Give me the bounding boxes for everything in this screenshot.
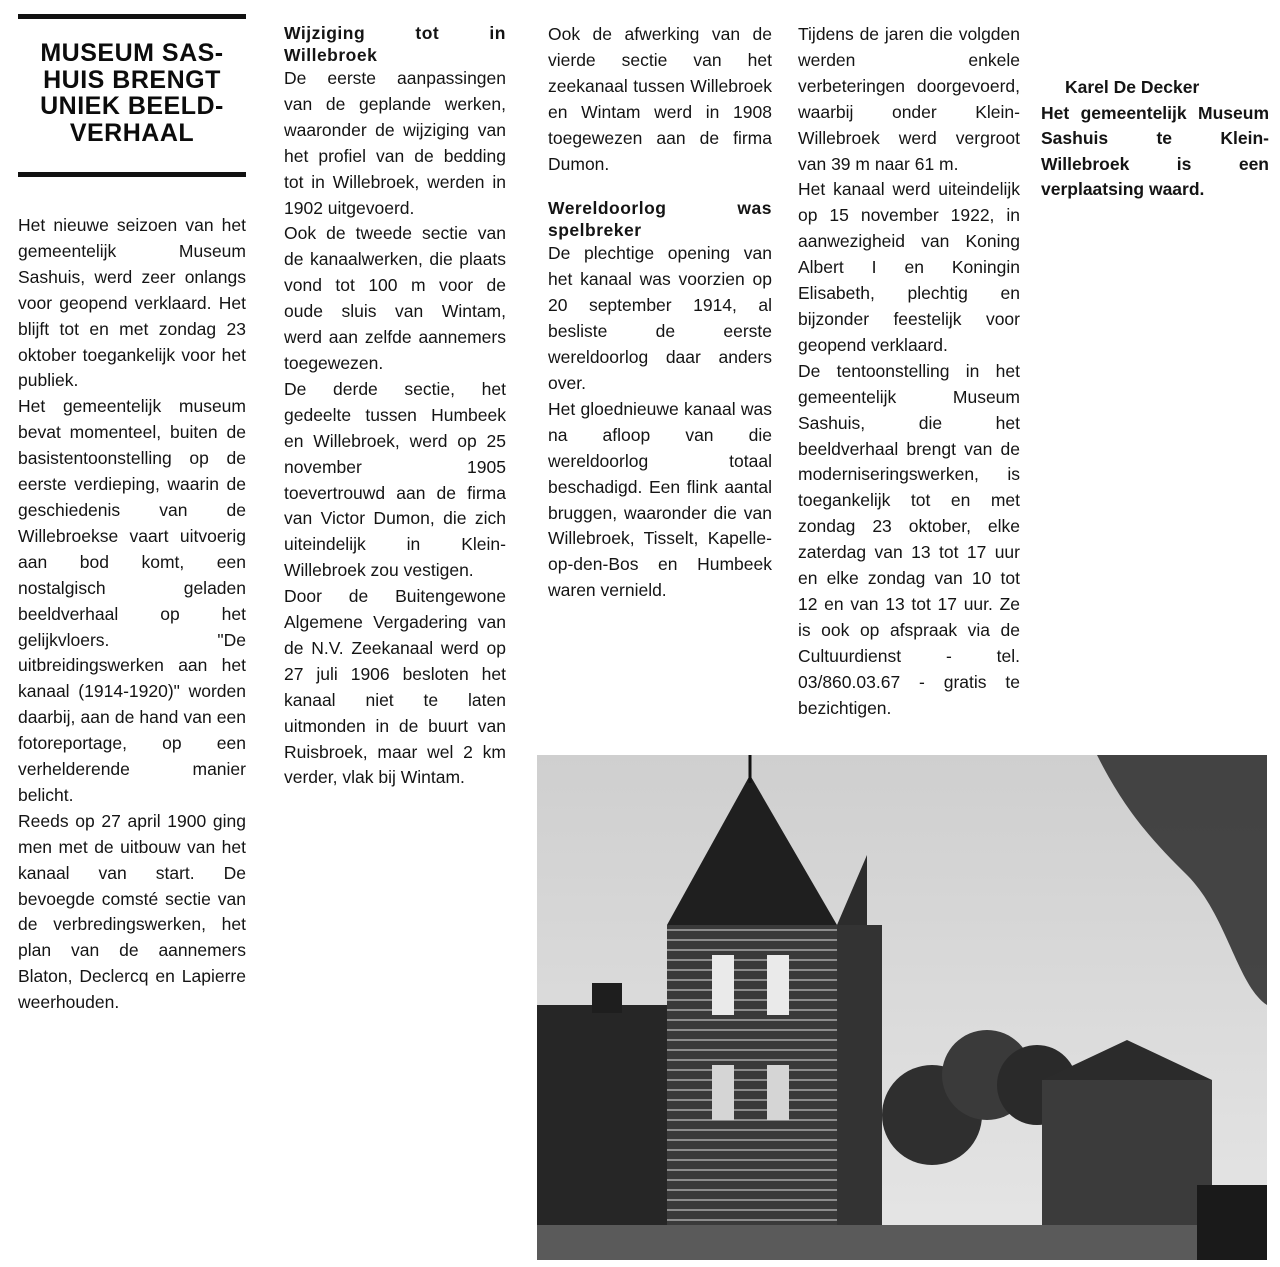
museum-photo: [537, 755, 1267, 1260]
author-byline: Karel De Decker: [1065, 77, 1200, 97]
section1-paragraph-3: De derde sectie, het gedeelte tussen Humbeek en Willebroek, werd op 25 november 1905 toevertrouwd aan de firma van Victor Dumon, die zich uiteindelijk in Klein-Willebroek zou vestigen.: [284, 378, 506, 581]
column-3: [548, 22, 772, 604]
section2-paragraph-4: Het kanaal werd uiteindelijk op 15 november 1922, in aanwezigheid van Koning Albert I en Koningin Elisabeth, plechtig en bijzonder feestelijk voor geopend verklaard.: [798, 179, 1020, 355]
section1-paragraph-2: Ook de tweede sectie van de kanaalwerken, die plaats vond tot 100 m voor de oude sluis van Wintam, werd aan zelfde aannemers toegewezen.: [284, 223, 506, 373]
section2-paragraph-1: De plechtige opening van het kanaal was voorzien op 20 september 1914, al besliste de eerste wereldoorlog daar anders over.: [548, 243, 772, 393]
photo-caption: Het gemeentelijk Museum Sashuis te Klein-Willebroek is een verplaatsing waard.: [1041, 102, 1269, 200]
intro-paragraph-1: Het nieuwe seizoen van het gemeentelijk Museum Sashuis, werd zeer onlangs voor geopend verklaard. Het blijft tot en met zondag 23 oktober toegankelijk voor het publiek.: [18, 215, 246, 391]
headline-box: [18, 14, 246, 179]
subheading-wereldoorlog: Wereldoorlog was spelbreker: [548, 198, 772, 241]
section2-paragraph-3: Tijdens de jaren die volgden werden enkele verbeteringen doorgevoerd, waarbij onder Klein-Willebroek werd vergroot van 39 m naar 61 m.: [798, 24, 1020, 174]
section1-paragraph-5: Ook de afwerking van de vierde sectie van het zeekanaal tussen Willebroek en Wintam werd in 1908 toegewezen aan de firma Dumon.: [548, 24, 772, 174]
section1-paragraph-4: Door de Buitengewone Algemene Vergadering van de N.V. Zeekanaal werd op 27 juli 1906 besloten het kanaal niet te laten uitmonden in de buurt van Ruisbroek, maar wel 2 km verder, vlak bij Wintam.: [284, 586, 506, 788]
section2-paragraph-5: De tentoonstelling in het gemeentelijk Museum Sashuis, die het beeldverhaal brengt van de moderniseringswerken, is toegankelijk tot en met zondag 23 oktober, elke zaterdag van 13 tot 17 uur en elke zondag van 10 tot 12 en van 13 tot 17 uur. Ze is ook op afspraak via de Cultuurdienst - tel. 03/860.03.67 - gratis te bezichtigen.: [798, 360, 1020, 718]
section1-paragraph-1: De eerste aanpassingen van de geplande werken, waaronder de wijziging van het profiel van de bedding tot in Willebroek, werden in 1902 uitgevoerd.: [284, 68, 506, 218]
intro-paragraph-2: Het gemeentelijk museum bevat momenteel, buiten de basistentoonstelling op de eerste verdieping, waarin de geschiedenis van de Willebroekse vaart uitvoerig aan bod komt, een nostalgisch geladen beeldverhaal op het gelijkvloers. "De uitbreidingswerken aan het kanaal (1914-1920)" worden daarbij, aan de hand van een fotoreportage, op een verhelderende manier belicht.: [18, 396, 246, 805]
headline: MUSEUM SAS-HUIS BRENGT UNIEK BEELD-VERHAAL: [40, 39, 224, 147]
column-4: [798, 22, 1020, 721]
subheading-wijziging: Wijziging tot in Willebroek: [284, 23, 506, 65]
column-2: [284, 22, 506, 791]
section2-paragraph-2: Het gloednieuwe kanaal was na afloop van die wereldoorlog totaal beschadigd. Een flink aantal bruggen, waaronder die van Willebroek, Tisselt, Kapelle-op-den-Bos en Humbeek waren vernield.: [548, 398, 772, 601]
top-rule: [18, 14, 246, 19]
column-5: [1041, 75, 1269, 203]
bottom-rule: [18, 172, 246, 177]
column-1: [18, 213, 246, 1016]
intro-paragraph-3: Reeds op 27 april 1900 ging men met de uitbouw van het kanaal van start. De bevoegde comsté sectie van de verbredingswerken, het plan van de aannemers Blaton, Declercq en Lapierre weerhouden.: [18, 810, 246, 1013]
